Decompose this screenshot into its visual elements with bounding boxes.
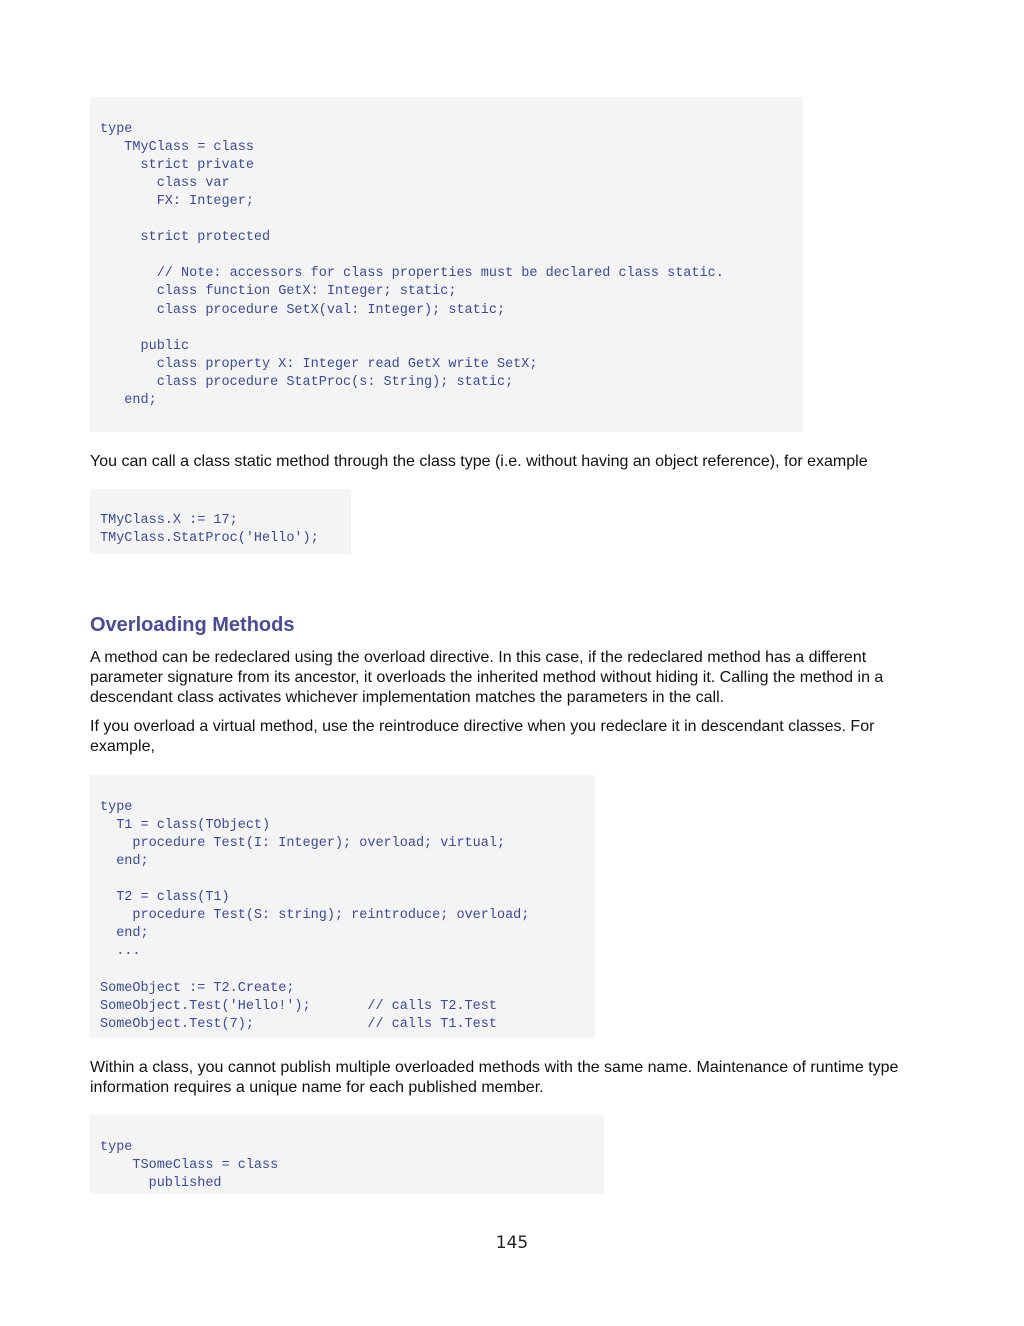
code-line: class procedure SetX(val: Integer); static; <box>100 303 506 318</box>
code-line: TSomeClass = class <box>100 1158 279 1173</box>
code-block-static-call <box>90 489 351 554</box>
code-line: type <box>100 122 133 137</box>
code-line: ... <box>100 944 141 959</box>
code-line: T2 = class(T1) <box>100 890 230 905</box>
page-number: 145 <box>495 1233 529 1253</box>
code-comment: // Note: accessors for class properties must be declared class static. <box>100 266 724 281</box>
code-line: TMyClass.StatProc('Hello'); <box>100 531 319 546</box>
code-line: strict private <box>100 158 254 173</box>
code-line: class property X: Integer read GetX write SetX; <box>100 357 538 372</box>
code-line: public <box>100 339 190 354</box>
code-line: end; <box>100 854 149 869</box>
code-block-published <box>90 1115 604 1194</box>
code-line: procedure Test(S: string); reintroduce; overload; <box>100 908 530 923</box>
code-line: end; <box>100 926 149 941</box>
code-line: SomeObject.Test('Hello!'); // calls T2.Test <box>100 999 497 1014</box>
code-line: SomeObject.Test(7); // calls T1.Test <box>100 1017 497 1032</box>
code-line: procedure Test(I: Integer); overload; virtual; <box>100 836 506 851</box>
body-paragraph: Within a class, you cannot publish multiple overloaded methods with the same name. Maintenance of runtime type information requires a unique name for each published member. <box>90 1059 899 1096</box>
code-line: class var <box>100 176 230 191</box>
code-line: T1 = class(TObject) <box>100 818 271 833</box>
code-block-overload-example <box>90 775 595 1038</box>
body-paragraph: If you overload a virtual method, use the reintroduce directive when you redeclare it in descendant classes. For example, <box>90 718 875 755</box>
code-line: type <box>100 800 133 815</box>
body-paragraph: A method can be redeclared using the overload directive. In this case, if the redeclared method has a different parameter signature from its ancestor, it overloads the inherited method without hiding it. Calling the method in a descendant class activates whichever implementation matches the parameters in the call. <box>90 649 884 706</box>
code-line: end; <box>100 393 157 408</box>
code-line: published <box>100 1176 222 1191</box>
code-line: FX: Integer; <box>100 194 254 209</box>
code-line: class function GetX: Integer; static; <box>100 284 457 299</box>
code-line: strict protected <box>100 230 271 245</box>
code-line: SomeObject := T2.Create; <box>100 981 295 996</box>
body-paragraph: You can call a class static method through the class type (i.e. without having an object reference), for example <box>90 453 868 470</box>
code-block-tmyclass <box>90 97 803 432</box>
code-line: TMyClass = class <box>100 140 254 155</box>
code-line: class procedure StatProc(s: String); static; <box>100 375 514 390</box>
code-line: type <box>100 1140 133 1155</box>
section-heading: Overloading Methods <box>90 614 295 636</box>
code-line: TMyClass.X := 17; <box>100 513 238 528</box>
